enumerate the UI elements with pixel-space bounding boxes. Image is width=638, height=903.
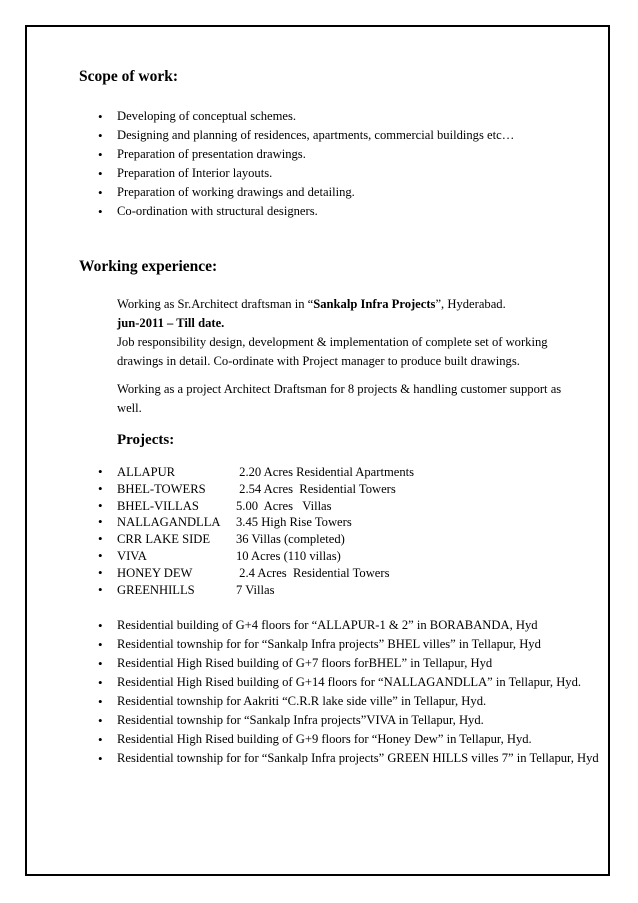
bullet-icon: • [98, 713, 103, 728]
list-item-text: Residential township for “Sankalp Infra projects”VIVA in Tellapur, Hyd. [117, 713, 484, 727]
project-desc: 7 Villas [236, 582, 275, 597]
bullet-icon: • [98, 637, 103, 652]
list-item [79, 730, 579, 749]
list-item [79, 164, 514, 183]
responsibility-text: Job responsibility design, development & implementation of complete set of working drawings in detail. Co-ordinate with Project manager to produce built drawings. [117, 335, 548, 368]
bullet-icon: • [98, 480, 103, 496]
project-desc: 2.4 Acres Residential Towers [236, 565, 390, 580]
period [117, 314, 577, 333]
project-item [79, 582, 414, 599]
project-item [79, 514, 414, 531]
projects-heading: Projects: [117, 432, 175, 448]
project-name: HONEY DEW [117, 565, 193, 580]
role-text: Working as a project Architect Draftsman for 8 projects & handling customer support as well. [117, 382, 562, 415]
list-item-text: Residential township for for “Sankalp Infra projects” GREEN HILLS villes 7” in Tellapur, Hyd [117, 751, 599, 765]
project-desc: 5.00 Acres Villas [236, 498, 332, 513]
list-item-text: Preparation of presentation drawings. [117, 147, 306, 161]
bullet-icon: • [98, 751, 103, 766]
list-item [79, 202, 514, 221]
list-item [79, 692, 579, 711]
project-name: ALLAPUR [117, 465, 176, 479]
list-item-text: Preparation of working drawings and detailing. [117, 185, 355, 199]
project-item [79, 565, 414, 582]
bullet-icon: • [98, 185, 103, 200]
list-item-text: Developing of conceptual schemes. [117, 109, 297, 123]
project-desc: 3.45 High Rise Towers [236, 515, 352, 530]
scope-heading: Scope of work: [79, 68, 179, 85]
list-item [79, 673, 582, 692]
bullet-icon: • [98, 581, 103, 597]
project-desc: 10 Acres (110 villas) [236, 548, 341, 563]
list-item [79, 749, 599, 768]
bullet-icon: • [98, 166, 103, 181]
project-desc: 2.20 Acres Residential Apartments [236, 465, 415, 479]
bullet-icon: • [98, 656, 103, 671]
list-item-text: Residential township for for “Sankalp Infra projects” BHEL villes” in Tellapur, Hyd [117, 637, 541, 651]
bullet-icon: • [98, 497, 103, 513]
bullet-icon: • [98, 675, 103, 690]
bullet-icon: • [98, 694, 103, 709]
bullet-icon: • [98, 514, 103, 530]
list-item [79, 711, 579, 730]
bullet-icon: • [98, 204, 103, 219]
project-name: BHEL-VILLAS [117, 498, 199, 513]
list-item-text: Residential High Rised building of G+7 floors forBHEL” in Tellapur, Hyd [117, 656, 493, 670]
project-item [79, 548, 414, 565]
list-item [79, 183, 514, 202]
bullet-icon: • [98, 531, 103, 547]
residential-list [79, 616, 599, 768]
project-item [79, 531, 414, 548]
list-item-text: Designing and planning of residences, apartments, commercial buildings etc… [117, 128, 515, 142]
list-item-text: Residential township for Aakriti “C.R.R lake side ville” in Tellapur, Hyd. [117, 694, 487, 708]
project-name: NALLAGANDLLA [117, 515, 221, 530]
position-text: Working as Sr.Architect draftsman in “ [117, 297, 314, 311]
period-text: jun-2011 – Till date. [117, 316, 225, 330]
project-name: GREENHILLS [117, 582, 195, 597]
list-item-text: Residential building of G+4 floors for “ALLAPUR-1 & 2” in BORABANDA, Hyd [117, 618, 538, 632]
bullet-icon: • [98, 128, 103, 143]
project-item [79, 464, 414, 481]
list-item-text: Preparation of Interior layouts. [117, 166, 273, 180]
bullet-icon: • [98, 618, 103, 633]
experience-heading: Working experience: [79, 258, 218, 275]
list-item-text: Co-ordination with structural designers. [117, 204, 318, 218]
position-location: ”, Hyderabad. [435, 297, 506, 311]
project-item [79, 481, 414, 498]
list-item [79, 126, 514, 145]
bullet-icon: • [98, 464, 103, 479]
list-item-text: Residential High Rised building of G+9 floors for “Honey Dew” in Tellapur, Hyd. [117, 732, 532, 746]
experience-paragraph [117, 295, 577, 371]
list-item [79, 635, 579, 654]
list-item-text: Residential High Rised building of G+14 floors for “NALLAGANDLLA” in Tellapur, Hyd. [117, 675, 582, 689]
project-item [79, 498, 414, 515]
bullet-icon: • [98, 732, 103, 747]
scope-list [79, 107, 514, 221]
project-name: BHEL-TOWERS [117, 481, 206, 496]
list-item [79, 107, 514, 126]
bullet-icon: • [98, 547, 103, 563]
list-item [79, 654, 579, 673]
project-name: CRR LAKE SIDE [117, 532, 211, 547]
company-name: Sankalp Infra Projects [313, 297, 436, 311]
bullet-icon: • [98, 147, 103, 162]
bullet-icon: • [98, 109, 103, 124]
project-desc: 36 Villas (completed) [236, 532, 345, 547]
project-name: VIVA [117, 548, 147, 563]
bullet-icon: • [98, 564, 103, 580]
position-line [117, 295, 577, 314]
list-item [79, 145, 514, 164]
project-desc: 2.54 Acres Residential Towers [236, 481, 396, 496]
projects-list [79, 464, 414, 598]
list-item [79, 616, 579, 635]
